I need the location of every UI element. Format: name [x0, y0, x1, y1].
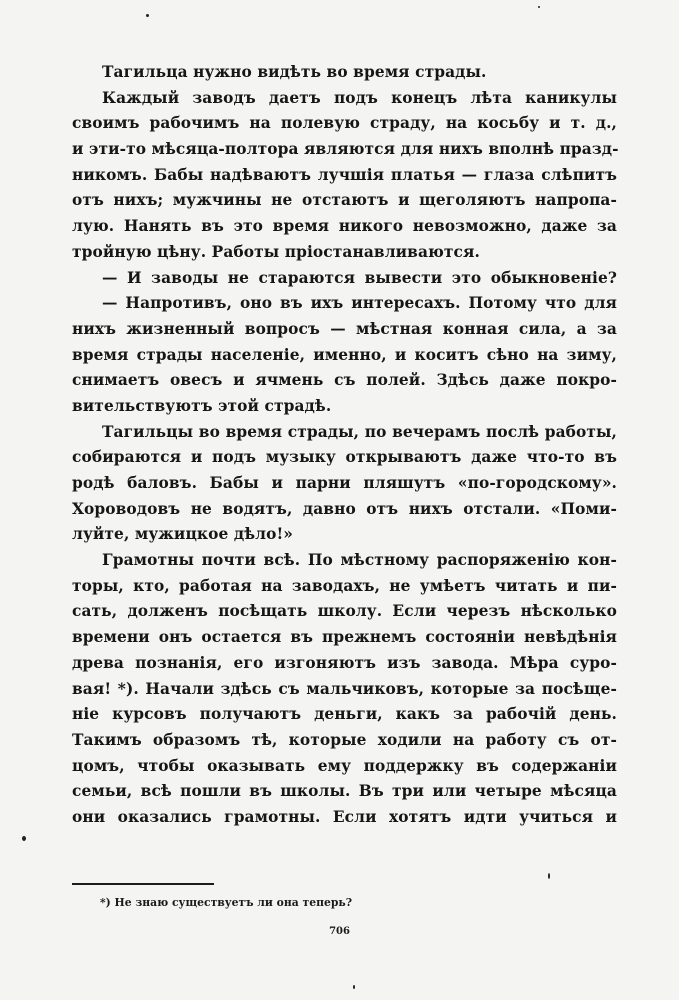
- text-line: времени онъ остается въ прежнемъ состояніи невѣдѣнія: [72, 628, 617, 647]
- text-line: никомъ. Бабы надѣваютъ лучшія платья — глаза слѣпитъ: [72, 165, 617, 184]
- text-line: древа познанія, его изгоняютъ изъ завода. Мѣра суро-: [72, 653, 617, 672]
- text-line: тройную цѣну. Работы пріостанавливаются.: [72, 242, 480, 261]
- scan-speck: [538, 6, 540, 8]
- scan-speck: [353, 985, 355, 989]
- footnote-divider: [72, 883, 214, 885]
- text-line: сать, долженъ посѣщать школу. Если черезъ нѣсколько: [72, 602, 617, 621]
- scan-speck: [548, 873, 550, 879]
- text-line: отъ нихъ; мужчины не отстаютъ и щеголяютъ напропа-: [72, 191, 617, 210]
- body-text: [72, 60, 617, 831]
- text-line: Грамотны почти всѣ. По мѣстному распоряженію кон-: [102, 551, 617, 570]
- text-line: Хороводовъ не водятъ, давно отъ нихъ отстали. «Поми-: [72, 499, 617, 518]
- text-line: Тагильцы во время страды, по вечерамъ послѣ работы,: [102, 422, 617, 441]
- text-line: они оказались грамотны. Если хотятъ идти учиться и: [72, 807, 617, 826]
- text-line: Каждый заводъ даетъ подъ конецъ лѣта каникулы: [102, 88, 617, 107]
- scan-speck: [146, 14, 149, 17]
- text-line: семьи, всѣ пошли въ школы. Въ три или четыре мѣсяца: [72, 782, 617, 801]
- footnote: *) Не знаю существуетъ ли она теперь?: [100, 896, 353, 909]
- text-line: родѣ баловъ. Бабы и парни пляшутъ «по-городскому».: [72, 474, 617, 492]
- text-line: — И заводы не стараются вывести это обыкновеніе?: [102, 268, 617, 287]
- text-line: — Напротивъ, оно въ ихъ интересахъ. Потому что для: [102, 294, 617, 313]
- text-line: цомъ, чтобы оказывать ему поддержку въ содержаніи: [72, 756, 617, 775]
- text-line: время страды населеніе, именно, и коситъ сѣно на зиму,: [72, 345, 617, 364]
- text-line: торы, кто, работая на заводахъ, не умѣетъ читать и пи-: [72, 576, 617, 595]
- text-line: собираются и подъ музыку открываютъ даже что-то въ: [72, 448, 617, 467]
- text-line: своимъ рабочимъ на полевую страду, на косьбу и т. д.,: [72, 114, 617, 133]
- page-number: 706: [329, 926, 350, 937]
- scan-speck: [22, 836, 26, 841]
- text-line: лую. Нанять въ это время никого невозможно, даже за: [72, 217, 617, 236]
- text-line: ніе курсовъ получаютъ деньги, какъ за рабочій день.: [72, 705, 617, 724]
- text-line: Тагильца нужно видѣть во время страды.: [102, 63, 487, 81]
- text-line: и эти-то мѣсяца-полтора являются для нихъ вполнѣ празд-: [72, 140, 619, 159]
- text-line: Такимъ образомъ тѣ, которые ходили на работу съ от-: [72, 730, 617, 749]
- text-line: снимаетъ овесъ и ячмень съ полей. Здѣсь даже покро-: [72, 371, 617, 390]
- text-line: вительствуютъ этой страдѣ.: [72, 396, 332, 415]
- text-line: вая! *). Начали здѣсь съ мальчиковъ, которые за посѣще-: [72, 679, 617, 698]
- text-line: луйте, мужицкое дѣло!»: [72, 525, 294, 544]
- text-line: нихъ жизненный вопросъ — мѣстная конная сила, а за: [72, 319, 617, 338]
